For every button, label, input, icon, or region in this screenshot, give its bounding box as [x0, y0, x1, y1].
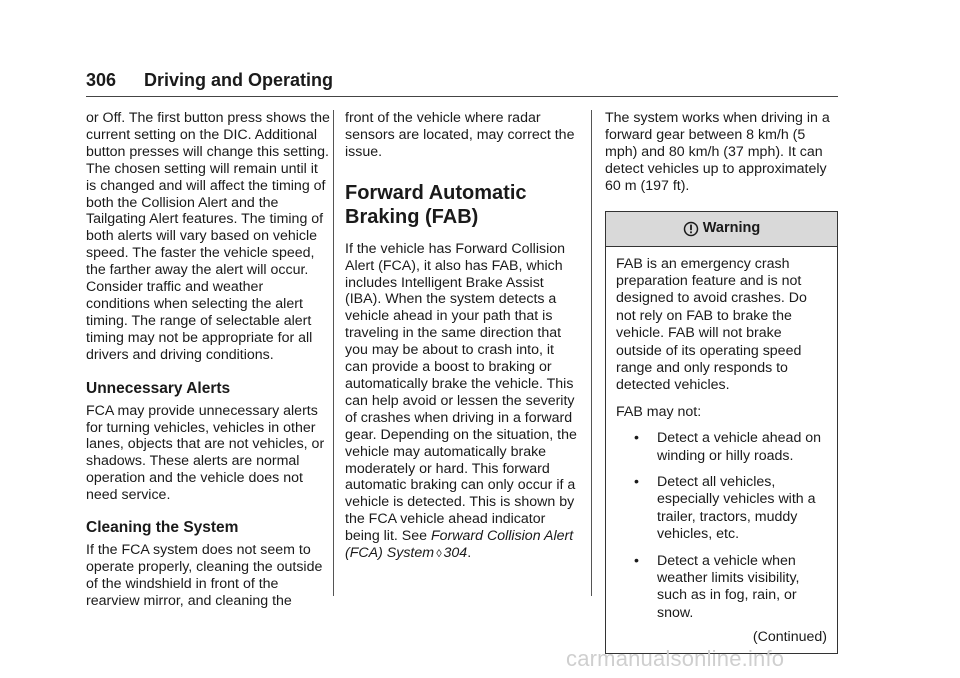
- unnecessary-alerts-heading: Unnecessary Alerts: [86, 379, 231, 397]
- continued-label: (Continued): [752, 629, 827, 646]
- cleaning-continued-paragraph: front of the vehicle where radar sensors are located, may correct the issue.: [345, 110, 575, 160]
- warning-box: [605, 211, 838, 654]
- warning-header: [606, 212, 837, 247]
- fab-paragraph: [345, 241, 580, 563]
- see-label: See: [401, 528, 428, 545]
- fab-heading: Forward Automatic Braking (FAB): [345, 181, 527, 228]
- list-item: [634, 553, 827, 623]
- page-header: [86, 70, 838, 97]
- column-1: [86, 110, 330, 610]
- column-divider-2: [591, 110, 592, 596]
- bullet-text: Detect a vehicle when weather limits visibility, such as in fog, rain, or snow.: [657, 552, 800, 621]
- bullet-icon: •: [634, 430, 639, 447]
- bullet-icon: •: [634, 552, 639, 569]
- column-2: [345, 110, 580, 563]
- warning-text-2: FAB may not:: [616, 403, 702, 420]
- chapter-title: Driving and Operating: [144, 70, 334, 90]
- cleaning-system-heading: Cleaning the System: [86, 519, 239, 537]
- warning-bullet-list: [616, 430, 827, 622]
- page-number: 306: [86, 70, 117, 90]
- list-item: [634, 474, 827, 544]
- column-3: [605, 110, 840, 654]
- xref-title: Forward Collision Alert (FCA) System: [345, 528, 574, 562]
- warning-text-1: FAB is an emergency crash preparation feature and is not designed to avoid crashes. Do not rely on FAB to brake the vehicle. FAB will not brake outside of its operating speed range and only responds to detected vehicles.: [616, 255, 807, 394]
- xref-page: 304: [443, 545, 468, 562]
- watermark: carmanualsonline.info: [566, 646, 785, 671]
- list-item: [634, 430, 827, 465]
- cleaning-system-paragraph: If the FCA system does not seem to operate properly, cleaning the outside of the windshield in front of the rearview mirror, and cleaning the: [86, 542, 323, 609]
- unnecessary-alerts-paragraph: FCA may provide unnecessary alerts for turning vehicles, vehicles in other lanes, objects that are not vehicles, or shadows. These alerts are normal operation and the vehicle does not need service.: [86, 402, 325, 504]
- bullet-text: Detect all vehicles, especially vehicles with a trailer, tractors, muddy vehicles, etc.: [657, 474, 816, 543]
- speed-range-paragraph: The system works when driving in a forward gear between 8 km/h (5 mph) and 80 km/h (37 mph). It can detect vehicles up to approximately 60 m (197 ft).: [605, 110, 830, 194]
- page-ref-icon: ◊: [436, 548, 442, 561]
- column-divider-1: [333, 110, 334, 596]
- bullet-text: Detect a vehicle ahead on winding or hilly roads.: [657, 430, 822, 464]
- col1-intro-paragraph: or Off. The first button press shows the current setting on the DIC. Additional button presses will change this setting. The chosen setting will remain until it is changed and will affect the timing of both the Collision Alert and the Tailgating Alert features. The timing of both alerts will vary based on vehicle speed. The faster the vehicle speed, the farther away the alert will occur. Consider traffic and weather conditions when selecting the alert timing. The range of selectable alert timing may not be appropriate for all drivers and driving conditions.: [86, 110, 330, 363]
- warning-icon: [683, 221, 699, 237]
- bullet-icon: •: [634, 474, 639, 490]
- fab-text: If the vehicle has Forward Collision Alert (FCA), it also has FAB, which includes Intelligent Brake Assist (IBA). When the system detects a vehicle ahead in your path that is traveling in the same direction that you may be about to crash into, it can provide a boost to braking or automatically brake the vehicle. This can help avoid or lessen the severity of crashes when driving in a forward gear. Depending on the situation, the vehicle may automatically brake moderately or hard. This forward automatic braking can only occur if a vehicle is detected. This is shown by the FCA vehicle ahead indicator being lit.: [345, 240, 577, 545]
- warning-title: Warning: [702, 220, 761, 237]
- xref-end: .: [467, 545, 472, 562]
- warning-body: [606, 247, 837, 653]
